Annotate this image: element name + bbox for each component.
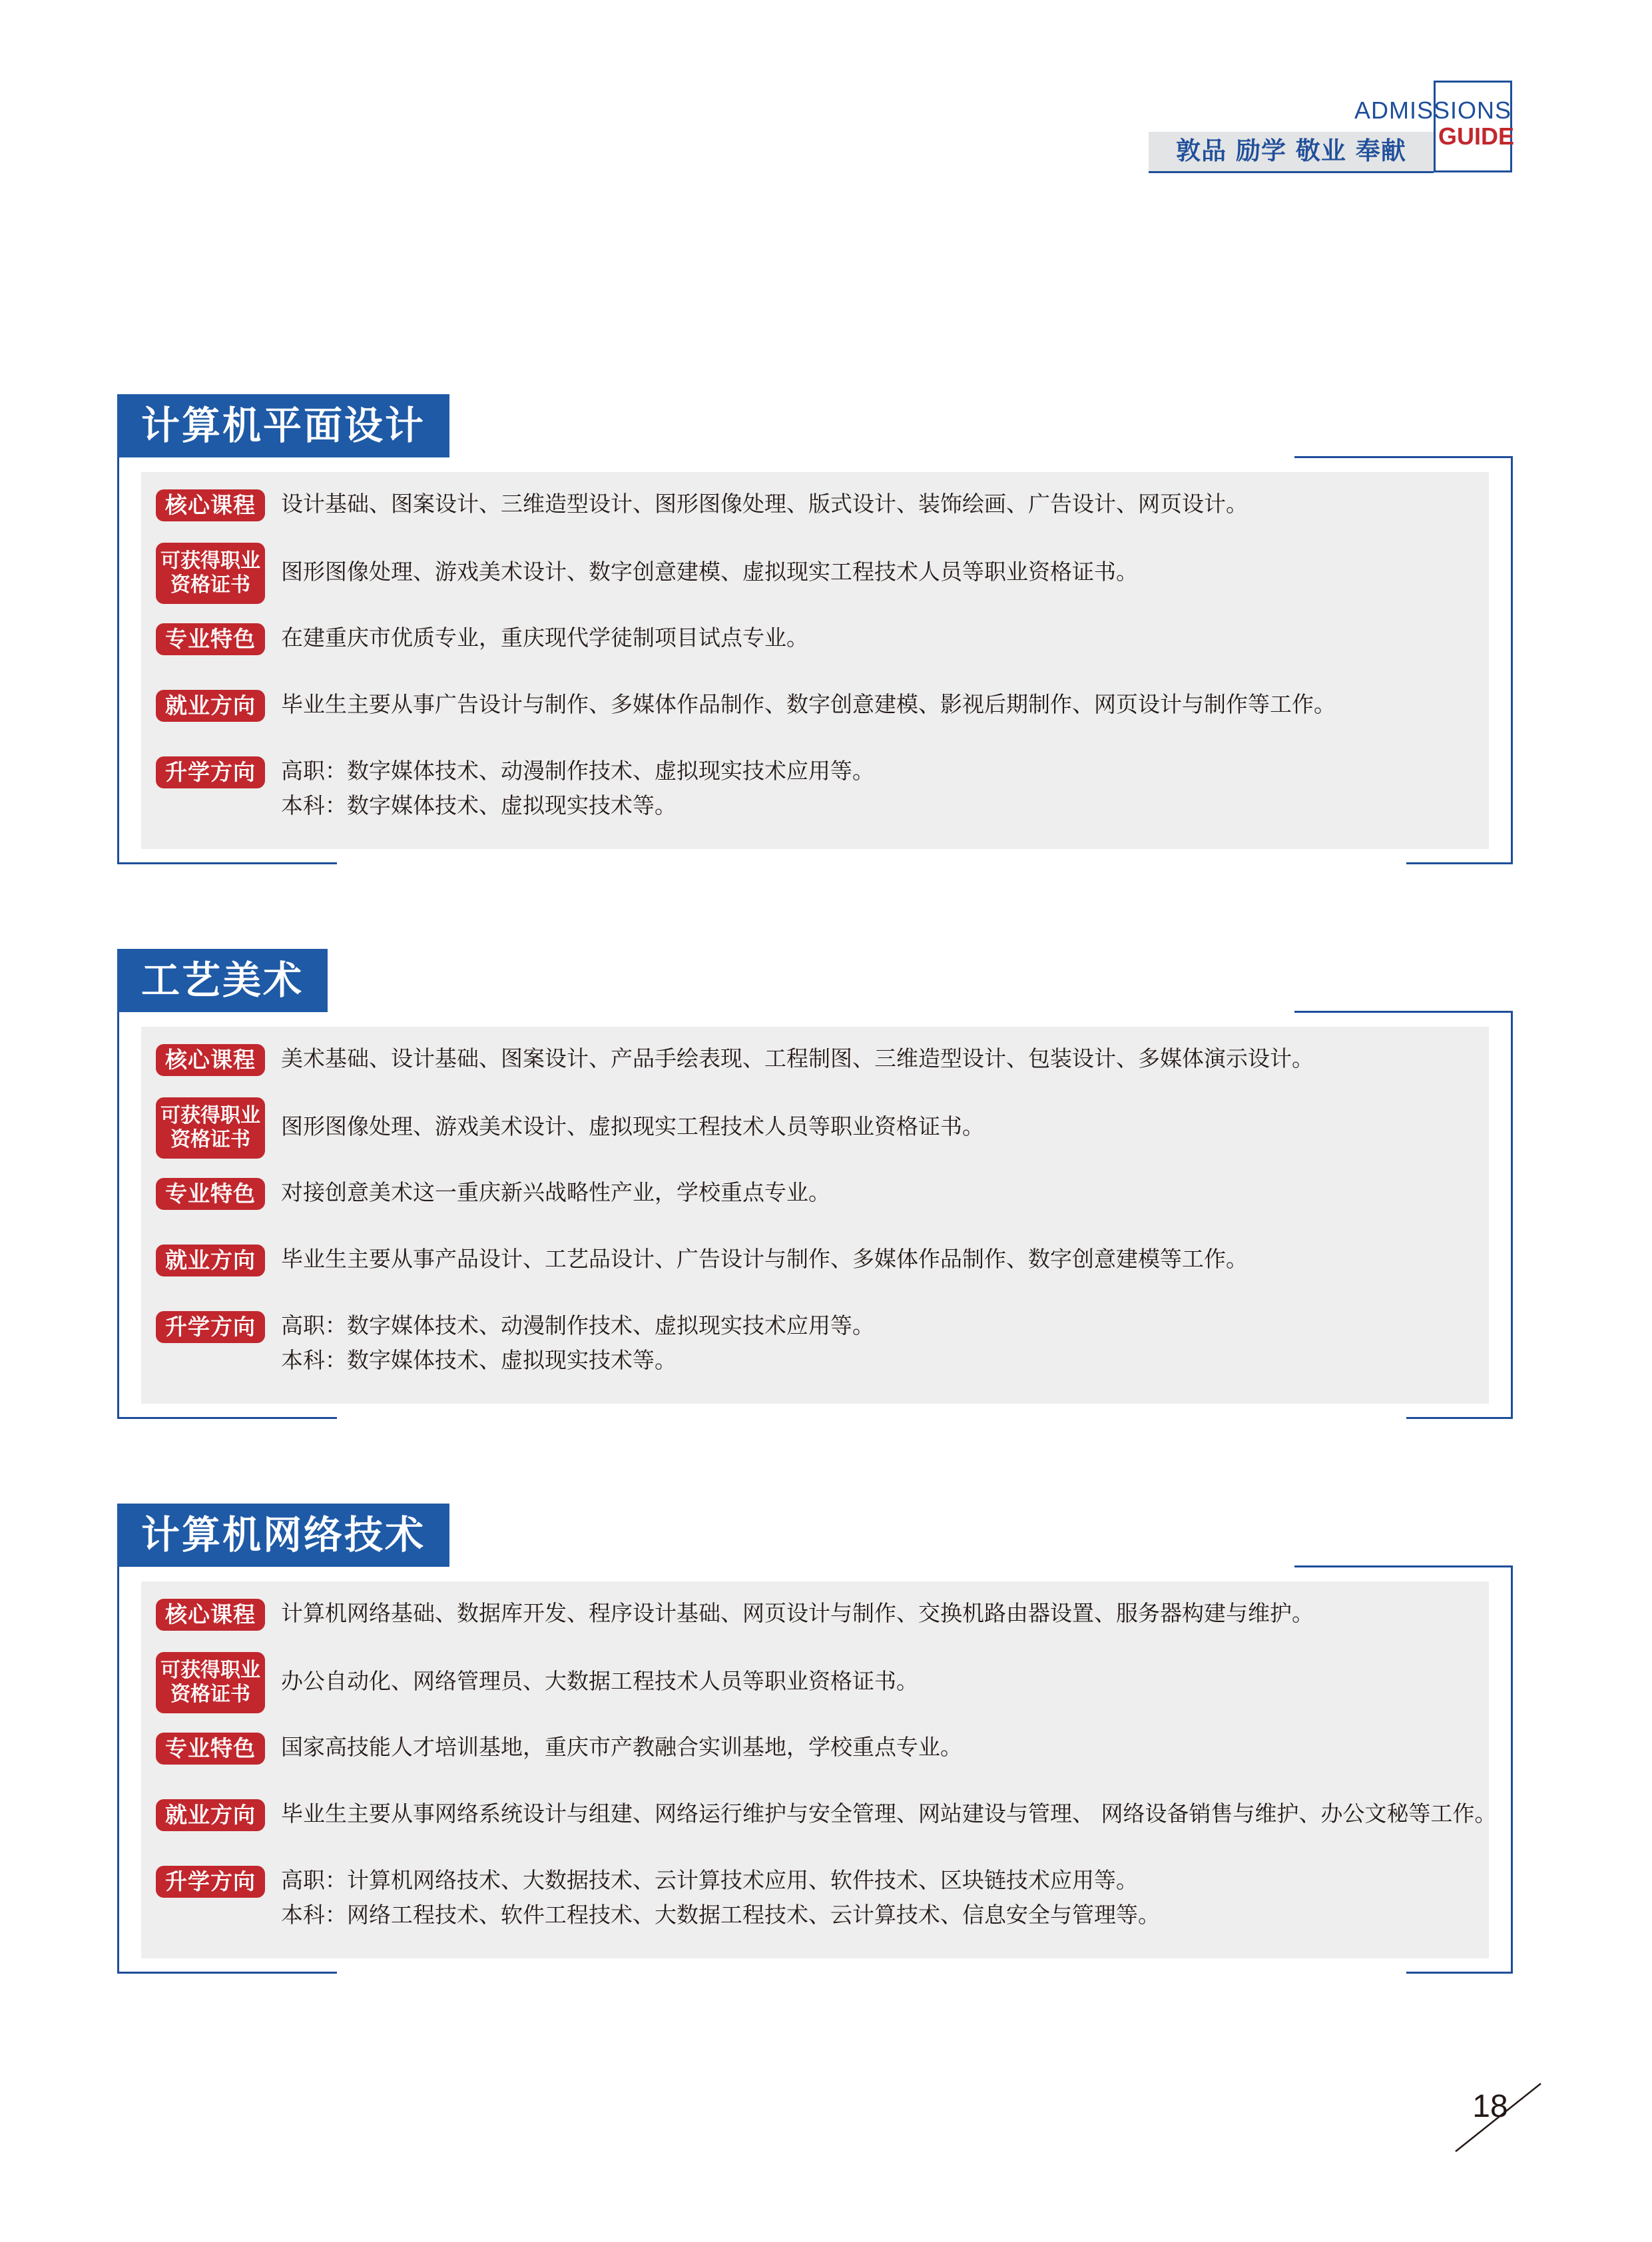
label-badge: 升学方向	[156, 756, 265, 788]
label-line-1: 可获得职业	[160, 549, 260, 573]
header-admissions: ADMISSIONS	[1354, 97, 1512, 124]
row-text: 图形图像处理、游戏美术设计、数字创意建模、虚拟现实工程技术人员等职业资格证书。	[281, 559, 1138, 585]
page-number: 18	[1472, 2089, 1508, 2124]
row-text: 计算机网络基础、数据库开发、程序设计基础、网页设计与制作、交换机路由器设置、服务器构建与维护。	[281, 1600, 1314, 1626]
label-badge: 升学方向	[156, 1866, 265, 1898]
label-badge	[156, 1652, 265, 1713]
section-frame-bottom-right	[1406, 1417, 1513, 1419]
section-title: 工艺美术	[117, 949, 328, 1012]
label-line-1: 可获得职业	[160, 1104, 260, 1127]
label-line-2: 资格证书	[170, 1683, 250, 1706]
label-badge: 核心课程	[156, 1044, 265, 1076]
label-badge: 就业方向	[156, 690, 265, 722]
header-guide: GUIDE	[1438, 123, 1515, 150]
row-text: 国家高技能人才培训基地，重庆市产教融合实训基地，学校重点专业。	[281, 1734, 962, 1760]
row-text: 办公自动化、网络管理员、大数据工程技术人员等职业资格证书。	[281, 1668, 918, 1694]
row-text-2: 本科：网络工程技术、软件工程技术、大数据工程技术、云计算技术、信息安全与管理等。	[281, 1902, 1160, 1928]
section-title: 计算机平面设计	[117, 394, 449, 457]
row-text: 图形图像处理、游戏美术设计、虚拟现实工程技术人员等职业资格证书。	[281, 1113, 984, 1139]
label-badge	[156, 543, 265, 604]
section-panel	[141, 472, 1489, 849]
label-line-2: 资格证书	[170, 1128, 250, 1151]
section-graphic-design	[117, 394, 1513, 864]
section-panel	[141, 1581, 1497, 1958]
section-computer-networking	[117, 1504, 1513, 1974]
section-panel	[141, 1027, 1489, 1404]
row-text: 高职：计算机网络技术、大数据技术、云计算技术应用、软件技术、区块链技术应用等。	[281, 1867, 1138, 1893]
section-frame-bottom-right	[1406, 1972, 1513, 1974]
row-text: 在建重庆市优质专业，重庆现代学徒制项目试点专业。	[281, 625, 808, 651]
row-text: 高职：数字媒体技术、动漫制作技术、虚拟现实技术应用等。	[281, 1312, 874, 1338]
row-text-2: 本科：数字媒体技术、虚拟现实技术等。	[281, 1347, 677, 1373]
label-badge: 核心课程	[156, 489, 265, 521]
section-frame-bottom-right	[1406, 862, 1513, 864]
label-badge: 升学方向	[156, 1311, 265, 1343]
row-text: 毕业生主要从事广告设计与制作、多媒体作品制作、数字创意建模、影视后期制作、网页设计与制作等工作。	[281, 691, 1336, 717]
label-badge: 专业特色	[156, 1178, 265, 1210]
label-line-2: 资格证书	[170, 573, 250, 597]
row-text: 设计基础、图案设计、三维造型设计、图形图像处理、版式设计、装饰绘画、广告设计、网页设计。	[281, 491, 1248, 517]
label-badge: 就业方向	[156, 1245, 265, 1276]
row-text: 美术基础、设计基础、图案设计、产品手绘表现、工程制图、三维造型设计、包装设计、多媒体演示设计。	[281, 1045, 1314, 1071]
label-badge: 专业特色	[156, 623, 265, 655]
label-badge	[156, 1097, 265, 1159]
label-badge: 核心课程	[156, 1599, 265, 1631]
label-badge: 就业方向	[156, 1799, 265, 1831]
section-arts-and-crafts	[117, 949, 1513, 1419]
row-text: 高职：数字媒体技术、动漫制作技术、虚拟现实技术应用等。	[281, 758, 874, 784]
row-text: 毕业生主要从事网络系统设计与组建、网络运行维护与安全管理、网站建设与管理、 网络设备销售与维护、办公文秘等工作。	[281, 1801, 1497, 1826]
row-text: 对接创意美术这一重庆新兴战略性产业，学校重点专业。	[281, 1179, 830, 1205]
row-text-2: 本科：数字媒体技术、虚拟现实技术等。	[281, 792, 677, 818]
label-badge: 专业特色	[156, 1733, 265, 1765]
label-line-1: 可获得职业	[160, 1659, 260, 1682]
section-title: 计算机网络技术	[117, 1504, 449, 1567]
header-motto: 敦品 励学 敬业 奉献	[1149, 132, 1434, 173]
row-text: 毕业生主要从事产品设计、工艺品设计、广告设计与制作、多媒体作品制作、数字创意建模等工作。	[281, 1246, 1248, 1272]
